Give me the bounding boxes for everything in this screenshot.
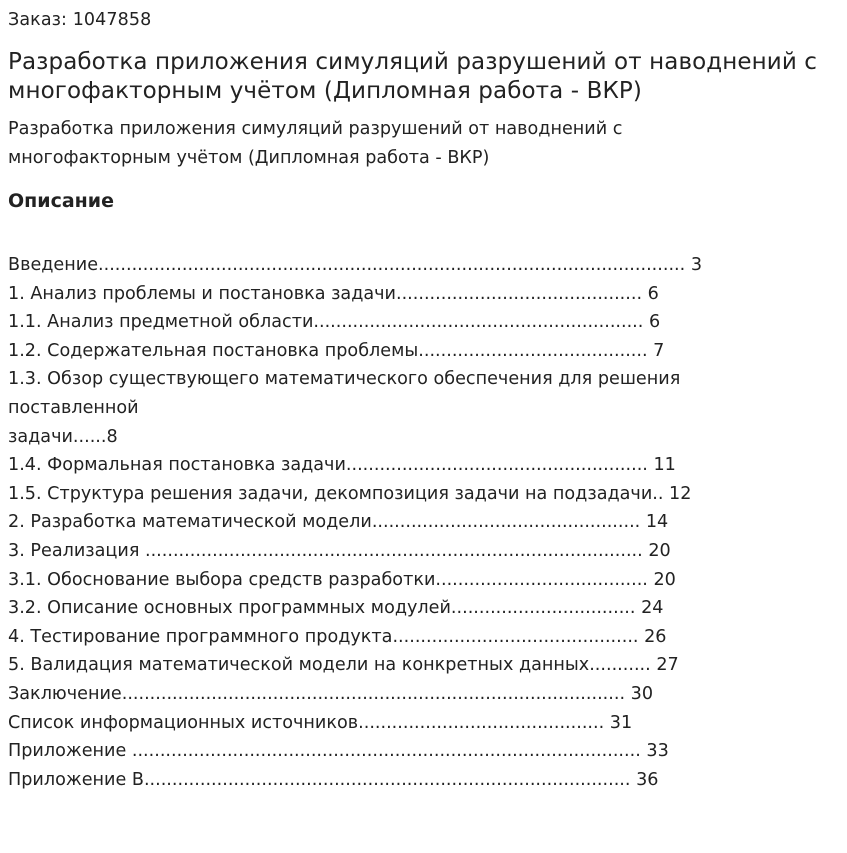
toc-line: 3.1. Обоснование выбора средств разработки...................................... 20 — [8, 569, 676, 590]
table-of-contents — [8, 251, 768, 794]
toc-line: 1.5. Структура решения задачи, декомпозиция задачи на подзадачи.. 12 — [8, 483, 692, 504]
toc-line: задачи......8 — [8, 426, 118, 447]
toc-line: Заключение.......................................................................................... 30 — [8, 683, 654, 704]
page-subtitle: Разработка приложения симуляций разрушений от наводнений с многофакторным учётом (Дипломная работа - ВКР) — [8, 119, 623, 168]
toc-line: 3. Реализация ......................................................................................... 20 — [8, 540, 671, 561]
toc-line: 1.3. Обзор существующего математического обеспечения для решения — [8, 369, 681, 390]
toc-line: Приложение ........................................................................................... 33 — [8, 741, 669, 762]
toc-line: 1.1. Анализ предметной области........................................................... 6 — [8, 312, 661, 333]
toc-line: 5. Валидация математической модели на конкретных данных........... 27 — [8, 655, 679, 676]
toc-line: 2. Разработка математической модели................................................ 14 — [8, 512, 669, 533]
order-number: Заказ: 1047858 — [8, 10, 152, 30]
toc-line: 3.2. Описание основных программных модулей................................. 24 — [8, 598, 664, 619]
toc-line: Введение......................................................................................................... 3 — [8, 255, 703, 275]
description-heading: Описание — [8, 190, 115, 212]
toc-line: 1. Анализ проблемы и постановка задачи............................................ 6 — [8, 283, 659, 304]
toc-line: Приложение В....................................................................................... 36 — [8, 769, 659, 790]
page-title: Разработка приложения симуляций разрушений от наводнений с многофакторным учётом (Дипломная работа - ВКР) — [8, 49, 818, 104]
toc-line: 4. Тестирование программного продукта............................................ 26 — [8, 626, 667, 647]
toc-line: поставленной — [8, 397, 139, 418]
toc-line: 1.2. Содержательная постановка проблемы......................................... 7 — [8, 340, 665, 361]
toc-line: 1.4. Формальная постановка задачи...................................................... 11 — [8, 455, 676, 476]
toc-line: Список информационных источников............................................ 31 — [8, 712, 633, 733]
